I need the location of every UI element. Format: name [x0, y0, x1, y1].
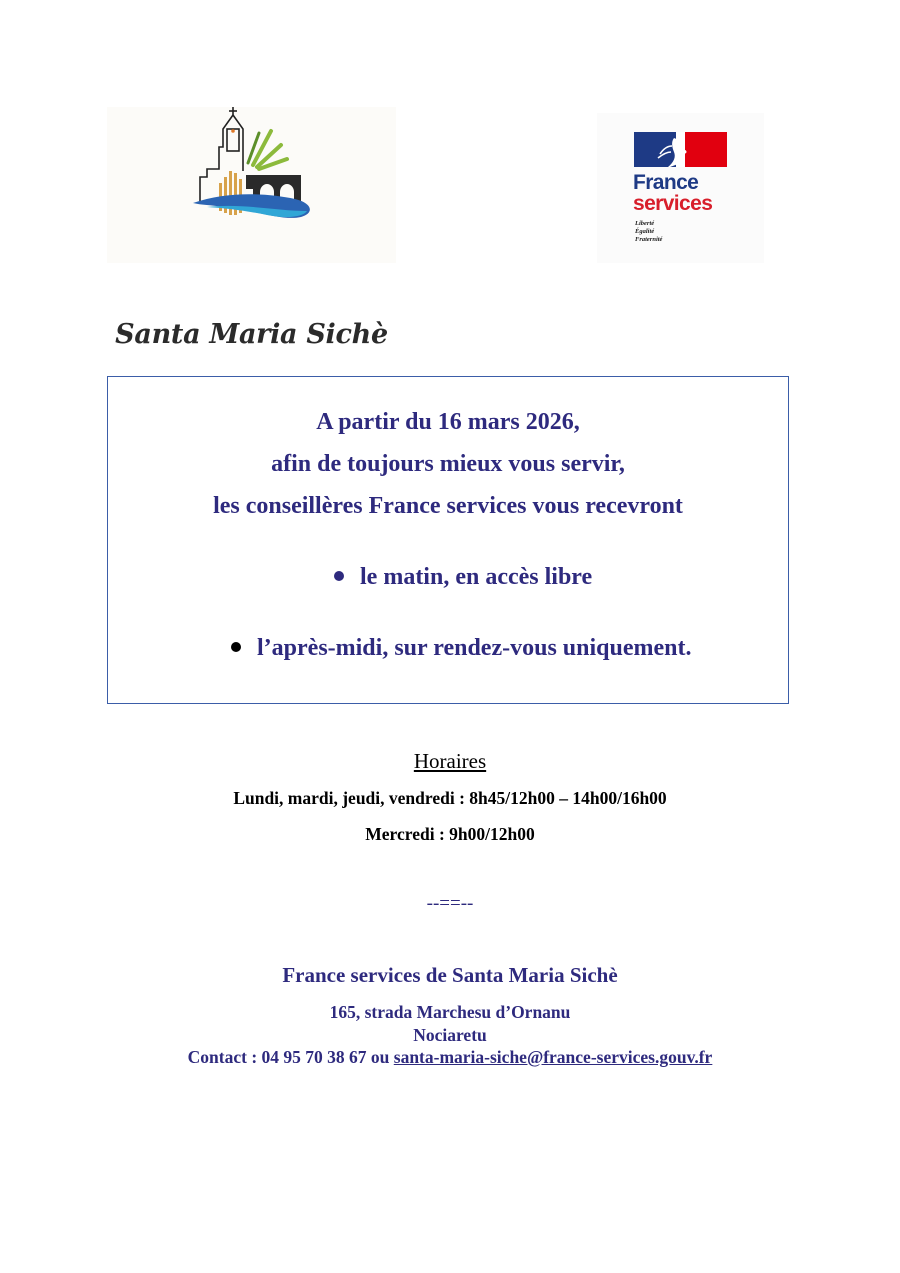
schedule-title: Horaires: [413, 749, 487, 773]
motto-egalite: Égalité: [635, 228, 655, 235]
church-viaduct-emblem-icon: [107, 107, 396, 263]
bullet-morning-text: le matin, en accès libre: [360, 564, 593, 590]
footer-locality: Nociaretu: [413, 1025, 487, 1045]
services-label: services: [633, 192, 713, 215]
logo-label: Santa Maria Sichè: [115, 319, 388, 350]
contact-phone: Contact : 04 95 70 38 67 ou: [187, 1047, 394, 1067]
france-services-logo: [597, 113, 764, 263]
footer-contact: [0, 1047, 900, 1068]
motto-liberte: Liberté: [635, 220, 655, 227]
schedule-wednesday: Mercredi : 9h00/12h00: [365, 824, 535, 844]
announcement-line-date: A partir du 16 mars 2026,: [316, 409, 580, 435]
footer-title: France services de Santa Maria Sichè: [282, 963, 618, 987]
santa-maria-siche-logo: [107, 107, 396, 350]
bullet-afternoon-text: l’après-midi, sur rendez-vous uniquement.: [257, 635, 692, 661]
bullet-dot-icon: [231, 642, 241, 652]
bullet-morning: [334, 564, 592, 591]
marianne-flag-icon: [634, 132, 727, 167]
announcement-box: [107, 376, 789, 704]
france-label: France: [633, 171, 699, 194]
bullet-dot-icon: [334, 571, 344, 581]
separator: --==--: [426, 893, 474, 914]
bullet-afternoon: [231, 635, 691, 662]
announcement-line-advisors: les conseillères France services vous recevront: [213, 493, 683, 519]
announcement-line-purpose: afin de toujours mieux vous servir,: [271, 451, 625, 477]
schedule-weekdays: Lundi, mardi, jeudi, vendredi : 8h45/12h00 – 14h00/16h00: [233, 788, 667, 808]
contact-email-link[interactable]: santa-maria-siche@france-services.gouv.fr: [393, 1047, 713, 1067]
footer-address: 165, strada Marchesu d’Ornanu: [329, 1002, 571, 1022]
republic-motto: [635, 220, 662, 244]
motto-fraternite: Fraternité: [635, 236, 663, 243]
